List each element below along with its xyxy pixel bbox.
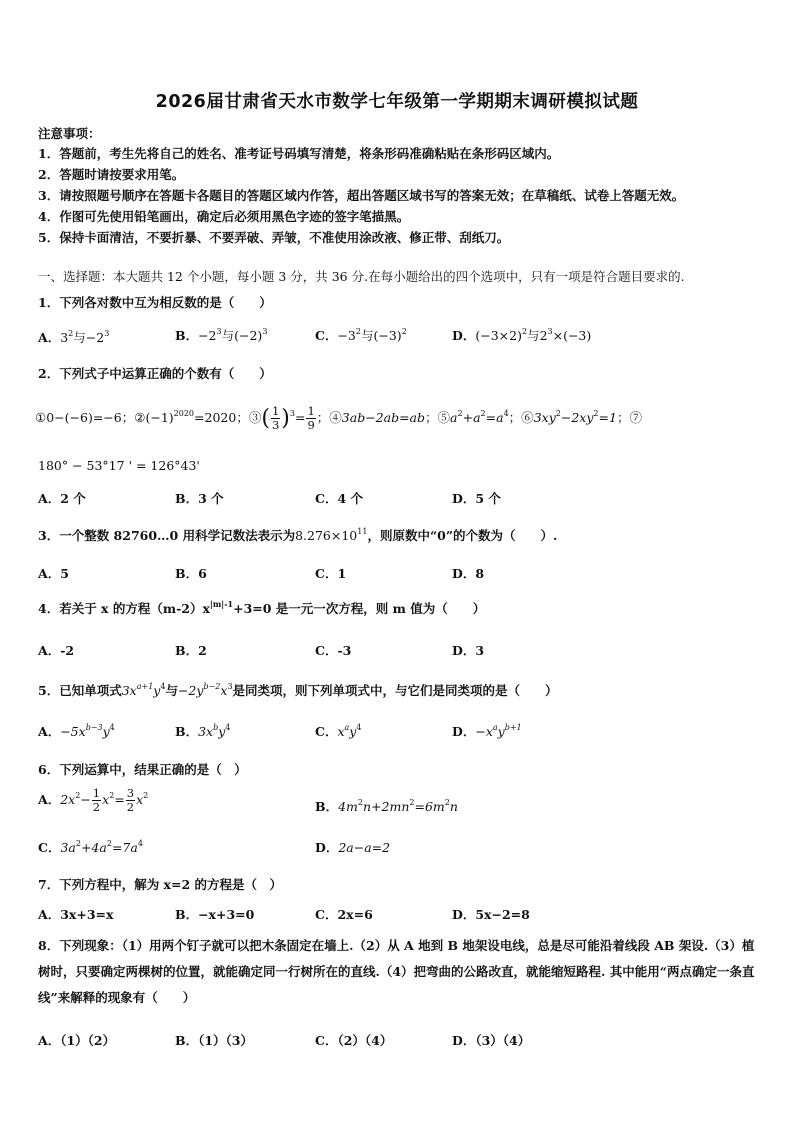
q5-option-c: C．$x^ay^4$ [315,723,362,739]
q1-option-c: C．$-3^2$与$(-3)^2$ [315,327,407,343]
q7-option-a: A．3x+3=x [38,907,114,922]
page-title: 2026届甘肃省天水市数学七年级第一学期期末调研模拟试题 [155,92,639,112]
q3-option-b: B．6 [175,566,207,581]
q4-option-c: C．-3 [315,643,352,658]
q5-option-a: A．$-5x^{b-3}y^4$ [38,723,115,739]
q6-option-c: C．$3a^2+4a^2=7a^4$ [38,839,143,855]
question-4-stem: 4．若关于 x 的方程$(m-2)x^{|m|-1}+3=0$ 是一元一次方程，则 m 值为（ ） [38,599,486,616]
q2-option-c: C．4 个 [315,491,363,506]
q1-option-d: D．$(-3\times 2)^2$与$2^3\times(-3)$ [452,327,592,343]
q8-option-d: D．（3）（4） [452,1033,531,1048]
q7-option-c: C．2x=6 [315,907,373,922]
q1-option-b: B．$-2^3$与$(-2)^3$ [175,327,268,343]
q4-option-b: B．2 [175,643,207,658]
q6-option-a: A．$2x^2-$ $\frac{1}{2}$ $x^2=$ $\frac{3}{2}$ $x^2$ [38,786,149,814]
q8-option-c: C．（2）（4） [315,1033,393,1048]
note-item: 3．请按照题号顺序在答题卡各题目的答题区域内作答，超出答题区域书写的答案无效；在草稿纸、试卷上答题无效。 [38,188,685,203]
q8-option-a: A．（1）（2） [38,1033,116,1048]
question-8-text: 8．下列现象：（1）用两个钉子就可以把木条固定在墙上.（2）从 A 地到 B 地架设电线，总是尽可能沿着线段 AB 架设.（3）植树时，只要确定两棵树的位置，就能确定同一行树所在的直线.（4）把弯曲的公路改直，就能缩短路程. 其中能用“两点确定一条直线”来解释的现象有（ ） [38,938,755,1005]
q5-option-d: D．$-x^ay^{b+1}$ [452,723,522,739]
q7-option-b: B．−x+3=0 [175,907,255,922]
section-heading: 一、选择题：本大题共 12 个小题，每小题 3 分，共 36 分.在每小题给出的四个选项中，只有一项是符合题目要求的. [38,269,685,284]
q3-option-c: C．1 [315,566,347,581]
note-item: 4．作图可先使用铅笔画出，确定后必须用黑色字迹的签字笔描黑。 [38,209,410,224]
q7-option-d: D．5x−2=8 [452,907,530,922]
question-6-stem: 6．下列运算中，结果正确的是（ ） [38,762,247,777]
q3-option-a: A．5 [38,566,69,581]
q3-option-d: D．8 [452,566,485,581]
q4-option-a: A．-2 [38,643,75,658]
note-item: 2．答题时请按要求用笔。 [38,167,185,182]
q6-option-b: B．$4m^2n+2mn^2=6m^2n$ [315,798,458,814]
note-item: 5．保持卡面清洁，不要折暴、不要弄破、弄皱，不准使用涂改液、修正带、刮纸刀。 [38,230,510,245]
note-item: 1．答题前，考生先将自己的姓名、准考证号码填写清楚，将条形码准确粘贴在条形码区域内。 [38,146,560,161]
question-5-stem: 5．已知单项式$3x^{a+1}y^4$与$-2y^{b-2}x^3$是同类项，则下列单项式中，与它们是同类项的是（ ） [38,682,558,698]
question-1-stem: 1．下列各对数中互为相反数的是（ ） [38,295,272,310]
q8-option-b: B．（1）（3） [175,1033,253,1048]
q2-items-line1: ①0−(−6)=−6；$②(-1)^{2020}=2020$；③( $\frac{1}{3}$ )$^3$= $\frac{1}{9}$ ；④3ab−2ab=ab；$⑤a^2+a^2=a^4$；$⑥3xy^2-2xy^2=1$；⑦ [35,404,642,432]
notes-heading: 注意事项： [38,126,101,141]
q5-option-b: B．$3x^by^4$ [175,723,231,739]
question-3-stem: 3．一个整数 82760…0 用科学记数法表示为$8.276\times 10^{11}$，则原数中“0”的个数为（ ）. [38,527,558,543]
q2-option-a: A．2 个 [38,491,86,506]
q2-option-d: D．5 个 [452,491,501,506]
question-7-stem: 7．下列方程中，解为 x=2 的方程是（ ） [38,877,283,892]
question-2-stem: 2．下列式子中运算正确的个数有（ ） [38,366,272,381]
q2-option-b: B．3 个 [175,491,224,506]
q2-items-line2: 180° − 53°17 ' = 126°43' [38,458,200,473]
q4-option-d: D．3 [452,643,485,658]
q1-option-a: A．$3^2$与$-2^3$ [38,329,110,345]
q6-option-d: D．2a−a=2 [315,840,391,855]
